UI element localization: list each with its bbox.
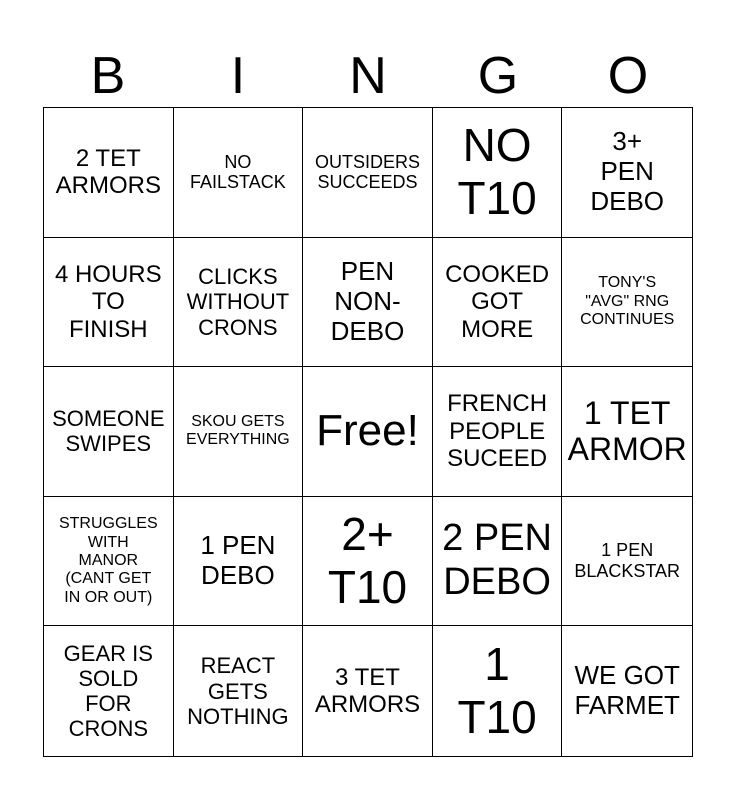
bingo-cell[interactable]: 2 TET ARMORS xyxy=(44,108,174,238)
bingo-cell[interactable]: 3 TET ARMORS xyxy=(303,626,433,756)
bingo-cell[interactable]: 2+ T10 xyxy=(303,497,433,627)
header-letter-i: I xyxy=(230,47,246,105)
header-letter-g: G xyxy=(477,47,519,105)
header-letter-b: B xyxy=(90,47,126,105)
bingo-cell[interactable]: NO FAILSTACK xyxy=(174,108,304,238)
header-letter-n: N xyxy=(349,47,387,105)
free-cell[interactable]: Free! xyxy=(303,367,433,497)
bingo-cell[interactable]: 2 PEN DEBO xyxy=(433,497,563,627)
bingo-cell[interactable]: SOMEONE SWIPES xyxy=(44,367,174,497)
bingo-cell[interactable]: 1 TET ARMOR xyxy=(562,367,692,497)
bingo-grid xyxy=(43,107,693,757)
bingo-cell[interactable]: WE GOT FARMET xyxy=(574,660,680,721)
bingo-cell[interactable]: 1 PEN DEBO xyxy=(174,497,304,627)
bingo-cell[interactable]: CLICKS WITHOUT CRONS xyxy=(174,238,304,368)
bingo-cell[interactable]: TONY'S "AVG" RNG CONTINUES xyxy=(562,238,692,368)
bingo-cell[interactable]: FRENCH PEOPLE SUCEED xyxy=(433,367,563,497)
bingo-cell[interactable]: STRUGGLES WITH MANOR (CANT GET IN OR OUT) xyxy=(44,497,174,627)
bingo-header xyxy=(43,46,693,106)
bingo-cell[interactable]: REACT GETS NOTHING xyxy=(174,626,304,756)
bingo-cell[interactable]: NO T10 xyxy=(433,108,563,238)
header-letter-o: O xyxy=(607,47,649,105)
bingo-cell[interactable]: 4 HOURS TO FINISH xyxy=(44,238,174,368)
bingo-cell[interactable]: 1 T10 xyxy=(433,626,563,756)
bingo-cell[interactable]: COOKED GOT MORE xyxy=(433,238,563,368)
bingo-cell[interactable]: GEAR IS SOLD FOR CRONS xyxy=(44,626,174,756)
bingo-cell[interactable]: OUTSIDERS SUCCEEDS xyxy=(303,108,433,238)
bingo-cell[interactable]: SKOU GETS EVERYTHING xyxy=(174,367,304,497)
bingo-cell[interactable]: PEN NON- DEBO xyxy=(303,238,433,368)
bingo-cell[interactable]: 1 PEN BLACKSTAR xyxy=(562,497,692,627)
bingo-cell[interactable]: 3+ PEN DEBO xyxy=(562,108,692,238)
